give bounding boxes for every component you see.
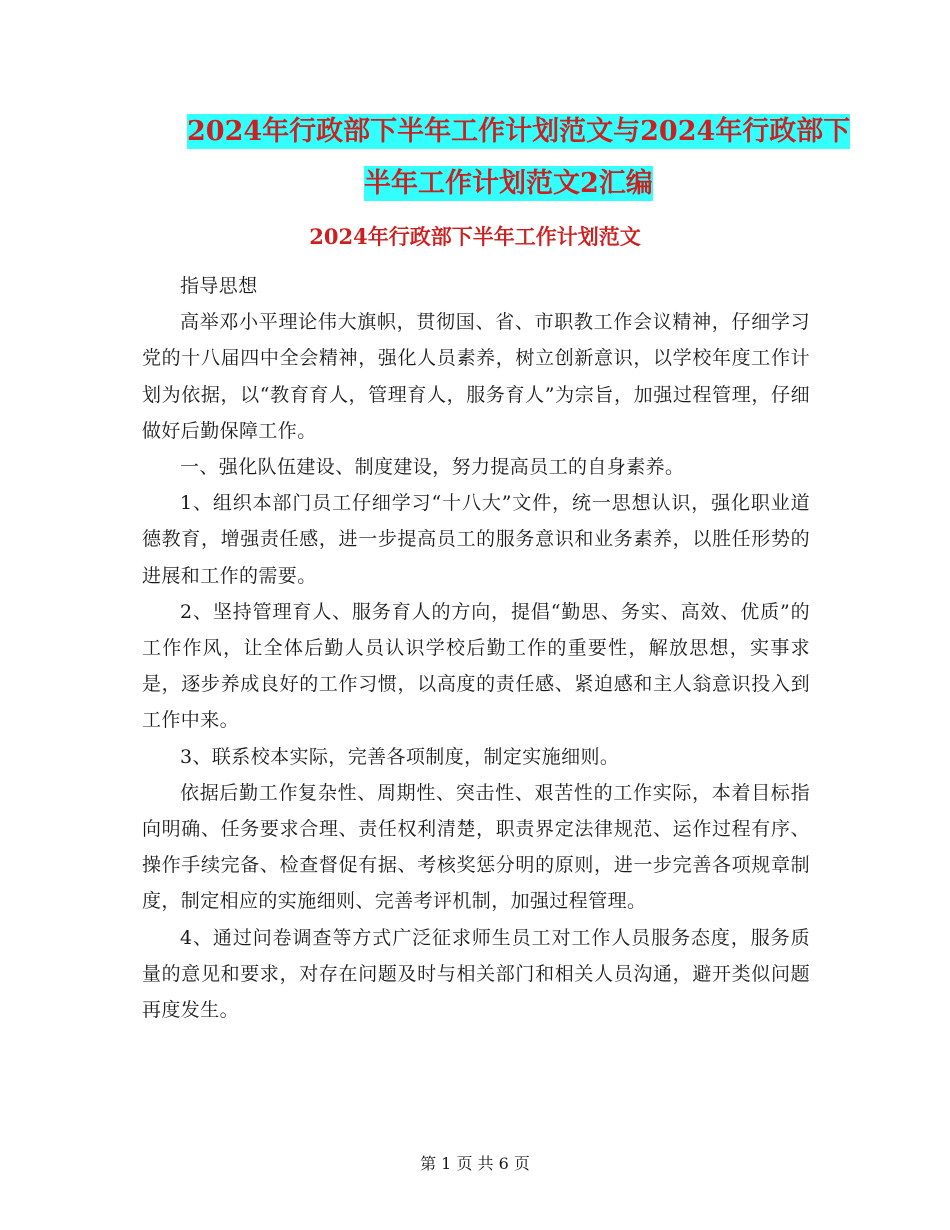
paragraph: 高举邓小平理论伟大旗帜，贯彻国、省、市职教工作会议精神，仔细学习党的十八届四中全会精神，强化人员素养，树立创新意识，以学校年度工作计划为依据，以“教育育人，管理育人，服务育人”为宗旨，加强过程管理，仔细做好后勤保障工作。 (142, 311, 810, 442)
paragraph: 3、联系校本实际，完善各项制度，制定实施细则。 (180, 745, 620, 768)
paragraph: 指导思想 (180, 275, 258, 297)
paragraph: 4、通过问卷调查等方式广泛征求师生员工对工作人员服务态度，服务质量的意见和要求，对存在问题及时与相关部门和相关人员沟通，避开类似问题再度发生。 (142, 926, 810, 1022)
title-highlight: 2024年行政部下半年工作计划范文与2024年行政部下 (187, 116, 851, 147)
document-title (0, 112, 950, 216)
paragraph: 依据后勤工作复杂性、周期性、突击性、艰苦性的工作实际，本着目标指向明确、任务要求合理、责任权利清楚，职责界定法律规范、运作过程有序、操作手续完备、检查督促有据、考核奖惩分明的原则，进一步完善各项规章制度，制定相应的实施细则、完善考评机制，加强过程管理。 (142, 781, 810, 913)
paragraph: 1、组织本部门员工仔细学习“十八大”文件，统一思想认识，强化职业道德教育，增强责任感，进一步提高员工的服务意识和业务素养，以胜任形势的进展和工作的需要。 (142, 492, 810, 587)
title-highlight: 半年工作计划范文2汇编 (364, 168, 653, 199)
page-footer: 第 1 页 共 6 页 (420, 1154, 530, 1173)
document-title-line-2 (0, 164, 950, 216)
body-text (142, 268, 810, 1028)
paragraph: 2、坚持管理育人、服务育人的方向，提倡“勤思、务实、高效、优质”的工作作风，让全体后勤人员认识学校后勤工作的重要性，解放思想，实事求是，逐步养成良好的工作习惯，以高度的责任感、紧迫感和主人翁意识投入到工作中来。 (142, 600, 810, 732)
paragraph: 一、强化队伍建设、制度建设，努力提高员工的自身素养。 (180, 456, 685, 479)
section-title: 2024年行政部下半年工作计划范文 (309, 224, 641, 249)
document-title-line-1 (0, 112, 950, 164)
